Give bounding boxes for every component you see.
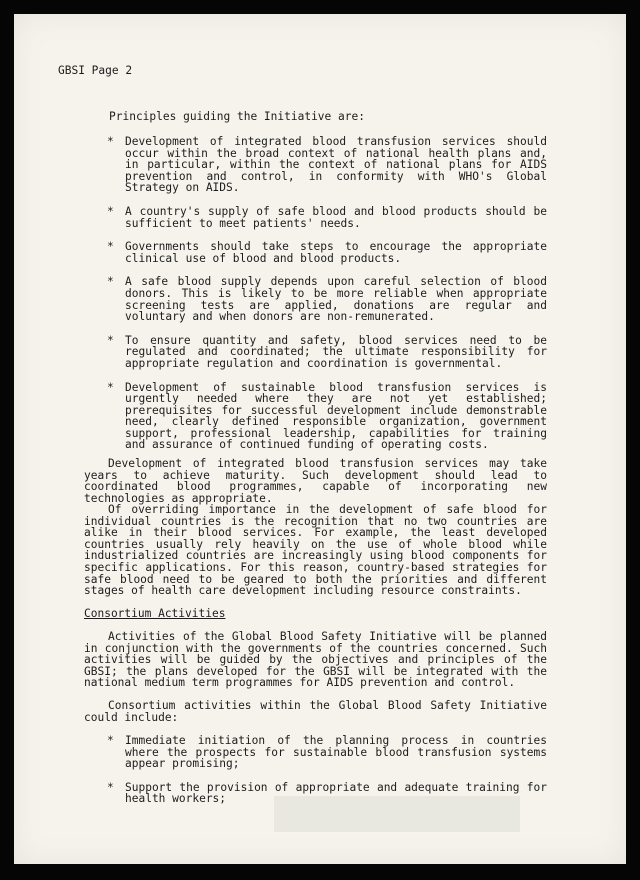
activities-list (107, 735, 547, 817)
list-item-text: Governments should take steps to encourage the appropriate clinical use of blood and blood products. (125, 240, 547, 265)
list-item-text: A country's supply of safe blood and blood products should be sufficient to meet patients' needs. (125, 204, 547, 230)
bullet-mark: * (107, 240, 114, 254)
bullet-mark: * (107, 380, 114, 394)
list-item (107, 136, 547, 194)
bullet-mark: * (107, 135, 114, 148)
principles-intro: Principles guiding the Initiative are: (109, 110, 365, 123)
body-paragraph: Development of integrated blood transfusion services may take years to achieve maturity. Such development should lead to coordinated blood programmes, capable of incorporating new technologies as appropriate. (84, 457, 547, 505)
list-item (107, 735, 547, 770)
list-item (107, 206, 547, 229)
bullet-mark: * (107, 275, 114, 289)
list-item (107, 241, 547, 264)
list-item-text: Development of sustainable blood transfusion services is urgently needed where they are not yet established; prerequisites for successful development include demonstrable need, clearly defined responsible organization, government support, professional leadership, capabilities for training and assurance of continued funding of operating costs. (125, 380, 547, 452)
list-item-text: Support the provision of appropriate and adequate training for health workers; (125, 780, 547, 806)
list-item-text: A safe blood supply depends upon careful selection of blood donors. This is likely to be more reliable when appropriate screening tests are applied, donations are regular and voluntary and when donors are non-remunerated. (125, 275, 547, 324)
page-label: GBSI Page 2 (58, 64, 133, 77)
bullet-mark: * (107, 734, 114, 747)
section-heading: Consortium Activities (84, 607, 226, 620)
list-item-text: Development of integrated blood transfusion services should occur within the broad context of national health plans and, in particular, within the context of national plans for AIDS prevention and control, in conformity with WHO's Global Strategy on AIDS. (125, 135, 547, 195)
document-page (14, 14, 626, 864)
list-item (107, 382, 547, 452)
principles-list (107, 136, 547, 463)
bullet-mark: * (107, 204, 114, 218)
body-paragraph: Consortium activities within the Global Blood Safety Initiative could include: (84, 699, 547, 724)
body-paragraph: Of overriding importance in the development of safe blood for individual countries is the recognition that no two countries are alike in their blood services. For example, the least developed countries usually rely heavily on the use of whole blood while industrialized countries are increasingly using blood components for specific applications. For this reason, country-based strategies for safe blood need to be geared to both the priorities and different stages of health care development including resource constraints. (84, 503, 547, 598)
list-item (107, 276, 547, 322)
list-item (107, 335, 547, 370)
list-item-text: To ensure quantity and safety, blood services need to be regulated and coordinated; the ultimate responsibility for appropriate regulation and coordination is governmental. (125, 333, 547, 370)
bullet-mark: * (107, 780, 114, 794)
page-text (14, 14, 626, 864)
bullet-mark: * (107, 333, 114, 347)
list-item-text: Immediate initiation of the planning process in countries where the prospects for sustainable blood transfusion systems appear promising; (125, 734, 547, 771)
list-item (107, 782, 547, 805)
body-paragraph: Activities of the Global Blood Safety Initiative will be planned in conjunction with the governments of the countries concerned. Such activities will be guided by the objectives and principles of the GBSI; the plans developed for the GBSI will be integrated with the national medium term programmes for AIDS prevention and control. (84, 630, 547, 690)
